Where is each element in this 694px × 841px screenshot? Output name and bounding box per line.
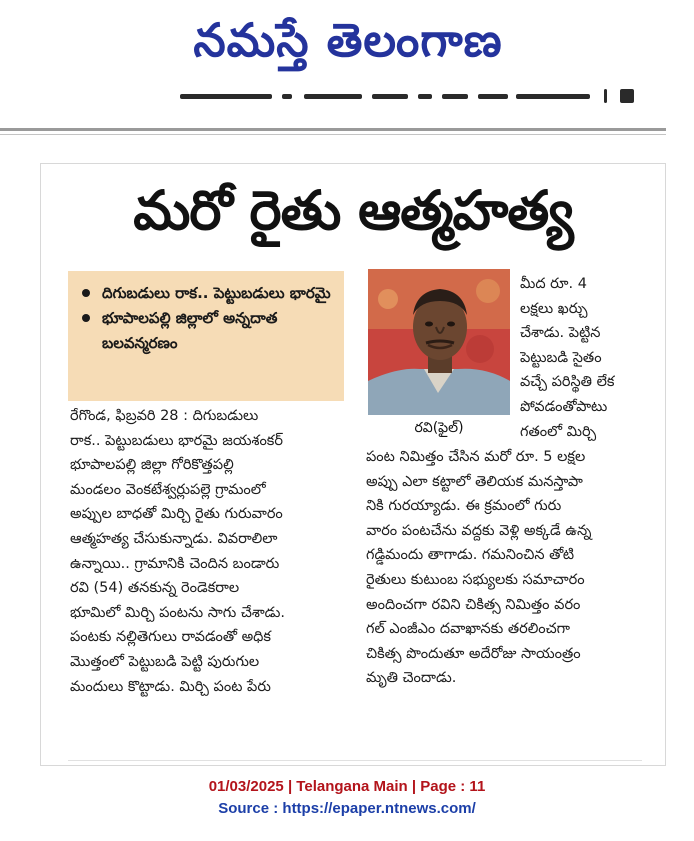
photo-caption: రవి(ఫైల్) xyxy=(414,420,464,436)
dateline-strip xyxy=(180,88,640,104)
article-line: వచ్చే పరిస్థితి లేక xyxy=(520,374,615,391)
article-line: గల్ ఎంజీఎం దవాఖానకు తరలించగా xyxy=(366,621,570,638)
article-line: రాక.. పెట్టుబడులు భారమై జయశంకర్ xyxy=(70,432,283,449)
article-column-left xyxy=(70,404,342,699)
farmer-photo xyxy=(368,269,510,415)
article-line: మండలం వెంకటేశ్వర్లుపల్లె గ్రామంలో xyxy=(70,481,266,498)
highlight-item xyxy=(82,306,334,356)
article-line: వారం పంటచేను వద్దకు వెళ్లి అక్కడే ఉన్న xyxy=(366,522,592,539)
highlight-text: దిగుబడులు రాక.. పెట్టుబడులు భారమై xyxy=(102,284,331,302)
article-column-bottom xyxy=(366,445,640,691)
article-line: పోవడంతోపాటు xyxy=(520,398,608,415)
article-line: అప్పు ఎలా కట్టాలో తెలియక మనస్తాపా xyxy=(366,473,583,490)
portrait-image xyxy=(368,269,510,415)
footer-divider xyxy=(68,760,642,761)
article-line: గతంలో మిర్చి xyxy=(520,423,597,440)
bullet-icon xyxy=(82,314,90,322)
highlight-text: భూపాలపల్లి జిల్లాలో అన్నదాత బలవన్మరణం xyxy=(102,309,278,352)
article-line: రేగొండ, ఫిబ్రవరి 28 : దిగుబడులు xyxy=(70,408,259,424)
article-line: భూమిలో మిర్చి పంటను సాగు చేశాడు. xyxy=(70,604,285,621)
article-line: పంటకు నల్లితెగులు రావడంతో అధిక xyxy=(70,629,271,646)
article-line: ఆత్మహత్య చేసుకున్నాడు. వివరాలిలా xyxy=(70,530,278,547)
article-line: అప్పుల బాధతో మిర్చి రైతు గురువారం xyxy=(70,506,283,523)
article-line: ఉన్నాయి.. గ్రామానికి చెందిన బండారు xyxy=(70,555,280,572)
article-line: లక్షలు ఖర్చు xyxy=(520,300,588,317)
article-column-right xyxy=(520,272,640,444)
article-line: చేశాడు. పెట్టిన xyxy=(520,325,601,342)
article-line: పెట్టుబడి సైతం xyxy=(520,349,602,366)
newspaper-logo: నమస్తే తెలంగాణ xyxy=(193,13,503,67)
article-line: అందించగా రవిని చికిత్స నిమిత్తం వరం xyxy=(366,596,581,613)
masthead-rule xyxy=(0,128,666,131)
article-line: గడ్డిమందు తాగాడు. గమనించిన తోటి xyxy=(366,547,575,564)
article-line: మందులు కొట్టాడు. మిర్చి పంట పేరు xyxy=(70,678,271,695)
highlights-box xyxy=(68,271,344,401)
article-line: నికి గురయ్యాడు. ఈ క్రమంలో గురు xyxy=(366,498,562,515)
article-line: రైతులు కుటుంబ సభ్యులకు సమాచారం xyxy=(366,571,585,588)
footer xyxy=(0,776,694,820)
footer-meta: 01/03/2025 | Telangana Main | Page : 11 xyxy=(208,778,486,795)
article-line: మృతి చెందాడు. xyxy=(366,670,457,687)
footer-source-link[interactable]: Source : https://epaper.ntnews.com/ xyxy=(218,800,476,817)
article-line: భూపాలపల్లి జిల్లా గోరికొత్తపల్లి xyxy=(70,457,234,474)
article-line: మీద రూ. 4 xyxy=(520,276,587,292)
article-line: మొత్తంలో పెట్టుబడి పెట్టి పురుగుల xyxy=(70,653,260,670)
article-line: చికిత్స పొందుతూ అదేరోజు సాయంత్రం xyxy=(366,645,581,662)
article-line: పంట నిమిత్తం చేసిన మరో రూ. 5 లక్షల xyxy=(366,449,586,465)
article-headline: మరో రైతు ఆత్మహత్య xyxy=(133,179,573,242)
highlight-item xyxy=(82,281,334,306)
masthead-rule-thin xyxy=(0,134,666,135)
masthead xyxy=(0,0,694,82)
article-line: రవి (54) తనకున్న రెండెకరాల xyxy=(70,580,240,597)
bullet-icon xyxy=(82,289,90,297)
